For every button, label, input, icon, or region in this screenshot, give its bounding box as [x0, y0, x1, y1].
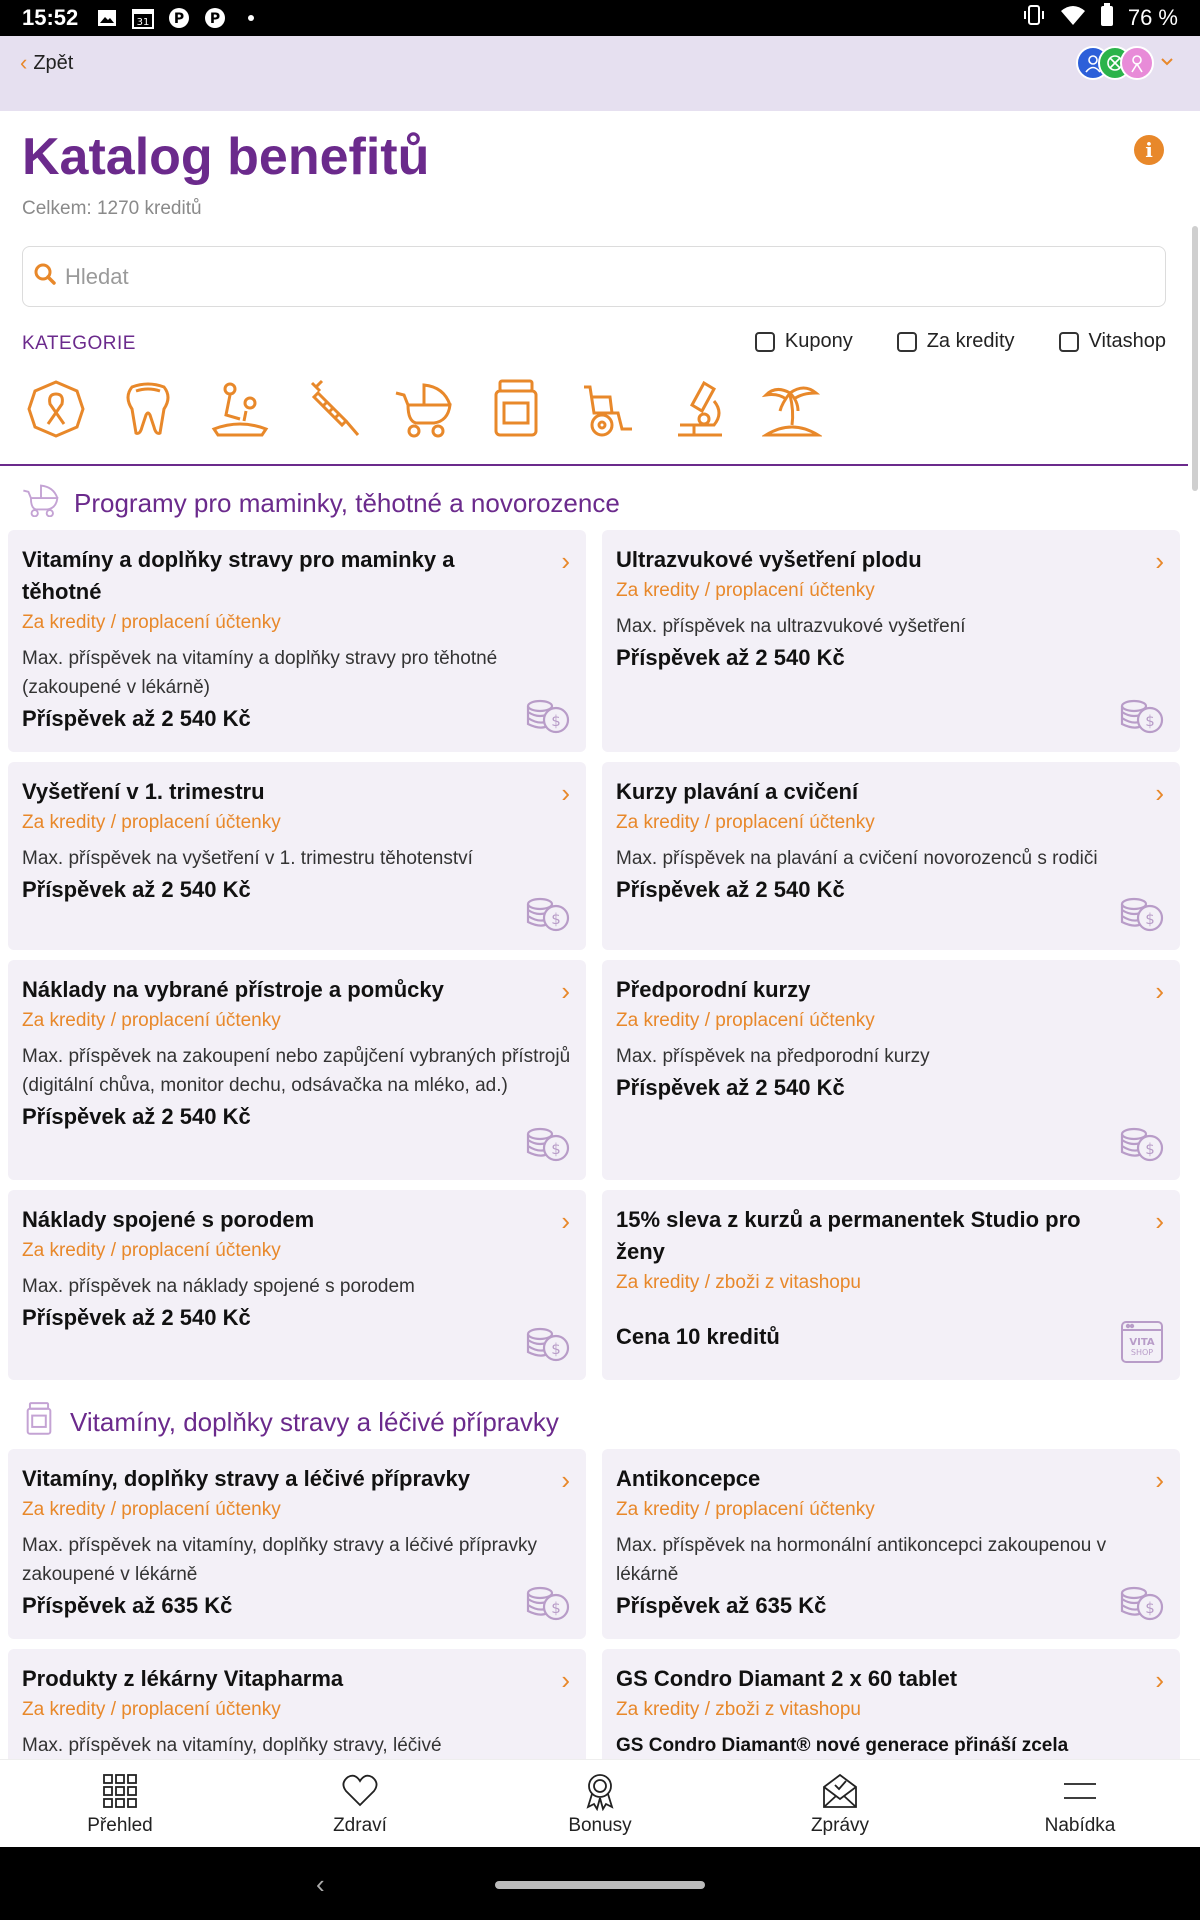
search-icon [33, 262, 57, 291]
card-subtitle: Za kredity / proplacení účtenky [616, 812, 875, 833]
card-description: Max. příspěvek na plavání a cvičení novorozenců s rodiči [616, 848, 1098, 869]
chevron-right-icon: › [561, 546, 570, 576]
card-subtitle: Za kredity / proplacení účtenky [616, 1010, 875, 1031]
card-description: Max. příspěvek na vitamíny a doplňky stravy pro těhotné (zakoupené v lékárně) [22, 648, 498, 698]
checkbox[interactable] [897, 332, 917, 352]
page-title: Katalog benefitů [22, 128, 430, 186]
wheelchair-icon[interactable] [578, 379, 638, 439]
back-button[interactable] [20, 50, 73, 76]
filter-label: Za kredity [926, 330, 1015, 352]
svg-text:$: $ [551, 910, 561, 928]
card-subtitle: Za kredity / zboži z vitashopu [616, 1699, 861, 1720]
card-subtitle: Za kredity / proplacení účtenky [22, 1240, 281, 1261]
card-price: Příspěvek až 2 540 Kč [22, 1104, 251, 1129]
benefit-card[interactable] [8, 762, 586, 950]
card-price: Příspěvek až 2 540 Kč [616, 1075, 845, 1100]
battery-percent: 76 % [1127, 5, 1178, 30]
menu-icon [1060, 1771, 1100, 1811]
profile-switcher[interactable] [1076, 46, 1174, 80]
coins-icon [526, 1585, 570, 1621]
battery-icon [1100, 3, 1114, 33]
card-title: Vitamíny a doplňky stravy pro maminky a těhotné [22, 547, 455, 604]
filter-za-kredity[interactable] [897, 330, 1015, 353]
microscope-icon[interactable] [670, 379, 730, 439]
search-bar [22, 246, 1166, 307]
pill-jar-icon [22, 1401, 56, 1444]
benefit-card[interactable] [8, 1449, 586, 1639]
card-description: Max. příspěvek na zakoupení nebo zapůjčení vybraných přístrojů (digitální chůva, monitor dechu, odsávačka na mléko, ad.) [22, 1046, 571, 1096]
benefit-card[interactable] [8, 960, 586, 1180]
award-icon [580, 1771, 620, 1811]
chevron-right-icon: › [1155, 976, 1164, 1006]
nav-label: Bonusy [568, 1814, 632, 1836]
section-label: Vitamíny, doplňky stravy a léčivé přípravky [70, 1407, 559, 1437]
card-title: Vyšetření v 1. trimestru [22, 779, 265, 804]
system-back-icon[interactable]: ‹ [316, 1869, 325, 1899]
filter-label: Kupony [784, 330, 853, 352]
coins-icon [526, 1326, 570, 1362]
section-title-vitaminy [22, 1401, 559, 1444]
heart-icon [340, 1771, 380, 1811]
status-bar [0, 0, 1200, 36]
section-title-maminky [22, 483, 620, 524]
chevron-right-icon: › [561, 1665, 570, 1695]
card-price: Příspěvek až 2 540 Kč [22, 1305, 251, 1330]
card-price: Příspěvek až 2 540 Kč [616, 645, 845, 670]
svg-text:$: $ [1145, 712, 1155, 730]
status-time: 15:52 [22, 5, 79, 30]
benefit-card[interactable] [602, 1649, 1180, 1759]
card-description: GS Condro Diamant® nové generace přináší zcela [616, 1735, 1069, 1756]
checkbox[interactable] [755, 332, 775, 352]
nav-label: Nabídka [1044, 1814, 1116, 1836]
ribbon-icon[interactable] [26, 379, 86, 439]
pinterest-icon [204, 7, 226, 29]
scrollbar[interactable] [1192, 226, 1198, 491]
card-description: Max. příspěvek na hormonální antikoncepci zakoupenou v lékárně [616, 1535, 1107, 1585]
coins-icon [526, 698, 570, 734]
coins-icon [1120, 1126, 1164, 1162]
system-navigation [0, 1847, 1200, 1920]
vitashop-badge-line2: SHOP [1130, 1348, 1154, 1357]
app-header [0, 36, 1200, 111]
nav-prehled[interactable] [0, 1760, 240, 1847]
calendar-icon [132, 7, 154, 29]
coins-icon [526, 896, 570, 932]
stroller-icon [22, 483, 60, 524]
benefit-card[interactable] [602, 1190, 1180, 1380]
benefit-card[interactable] [8, 1190, 586, 1380]
card-description: Max. příspěvek na předporodní kurzy [616, 1046, 930, 1067]
coins-icon [526, 1126, 570, 1162]
chevron-right-icon: › [561, 778, 570, 808]
avatar [1120, 46, 1154, 80]
search-input[interactable] [65, 264, 1065, 290]
nav-zdravi[interactable] [240, 1760, 480, 1847]
svg-text:$: $ [551, 1340, 561, 1358]
svg-text:$: $ [1145, 910, 1155, 928]
palm-island-icon[interactable] [762, 379, 822, 439]
card-description: Max. příspěvek na vyšetření v 1. trimestru těhotenství [22, 848, 473, 869]
syringe-icon[interactable] [302, 379, 362, 439]
coins-icon [1120, 698, 1164, 734]
wifi-icon [1060, 4, 1086, 32]
nav-label: Zdraví [333, 1814, 387, 1836]
nav-bonusy[interactable] [480, 1760, 720, 1847]
chevron-right-icon: › [1155, 1206, 1164, 1236]
card-price: Příspěvek až 2 540 Kč [616, 877, 845, 902]
card-subtitle: Za kredity / proplacení účtenky [22, 1010, 281, 1031]
benefit-card[interactable] [602, 1449, 1180, 1639]
card-title: Kurzy plavání a cvičení [616, 779, 859, 804]
chevron-right-icon: › [1155, 778, 1164, 808]
vitashop-icon [1120, 1320, 1164, 1364]
image-icon [96, 7, 118, 29]
nav-zpravy[interactable] [720, 1760, 960, 1847]
benefit-card[interactable] [602, 530, 1180, 752]
chevron-right-icon: › [561, 1206, 570, 1236]
card-title: GS Condro Diamant 2 x 60 tablet [616, 1666, 958, 1691]
filter-label: Vitashop [1088, 330, 1166, 352]
card-description: Max. příspěvek na ultrazvukové vyšetření [616, 616, 966, 637]
calendar-day: 31 [136, 17, 150, 28]
spa-icon[interactable] [210, 379, 270, 439]
back-label: Zpět [33, 51, 74, 74]
card-title: Vitamíny, doplňky stravy a léčivé přípravky [22, 1466, 470, 1491]
card-title: 15% sleva z kurzů a permanentek Studio pro ženy [616, 1207, 1081, 1264]
checkbox[interactable] [1059, 332, 1079, 352]
svg-text:P: P [174, 11, 185, 27]
pinterest-icon [168, 7, 190, 29]
card-subtitle: Za kredity / proplacení účtenky [22, 612, 281, 633]
svg-text:$: $ [1145, 1599, 1155, 1617]
card-subtitle: Za kredity / proplacení účtenky [616, 1499, 875, 1520]
chevron-right-icon: › [561, 1465, 570, 1495]
home-pill[interactable] [495, 1881, 705, 1889]
benefit-card[interactable] [602, 960, 1180, 1180]
chevron-right-icon: › [561, 976, 570, 1006]
benefit-card[interactable] [8, 1649, 586, 1759]
divider [0, 464, 1188, 466]
categories-label: KATEGORIE [22, 333, 136, 354]
benefit-card[interactable] [8, 530, 586, 752]
card-title: Ultrazvukové vyšetření plodu [616, 547, 922, 572]
coins-icon [1120, 1585, 1164, 1621]
card-title: Náklady na vybrané přístroje a pomůcky [22, 977, 444, 1002]
svg-text:P: P [210, 11, 221, 27]
svg-text:$: $ [551, 712, 561, 730]
card-price: Příspěvek až 635 Kč [22, 1593, 233, 1618]
stroller-icon[interactable] [394, 379, 454, 439]
mail-icon [820, 1771, 860, 1811]
chevron-down-icon [1160, 54, 1174, 72]
card-description: Max. příspěvek na vitamíny, doplňky stravy a léčivé přípravky zakoupené v lékárně [22, 1535, 537, 1585]
card-subtitle: Za kredity / proplacení účtenky [22, 1699, 281, 1720]
bottom-navigation [0, 1759, 1200, 1847]
card-price: Příspěvek až 2 540 Kč [22, 706, 251, 731]
card-subtitle: Za kredity / proplacení účtenky [22, 1499, 281, 1520]
pill-jar-icon[interactable] [486, 379, 546, 439]
dot-icon [240, 7, 262, 29]
category-icons [26, 379, 822, 439]
chevron-right-icon: › [1155, 1665, 1164, 1695]
card-subtitle: Za kredity / zboži z vitashopu [616, 1272, 861, 1293]
card-price: Příspěvek až 635 Kč [616, 1593, 827, 1618]
card-subtitle: Za kredity / proplacení účtenky [616, 580, 875, 601]
card-title: Náklady spojené s porodem [22, 1207, 315, 1232]
benefit-card[interactable] [602, 762, 1180, 950]
chevron-right-icon: › [1155, 1465, 1164, 1495]
card-title: Předporodní kurzy [616, 977, 811, 1002]
coins-icon [1120, 896, 1164, 932]
card-description: Max. příspěvek na náklady spojené s porodem [22, 1276, 415, 1297]
nav-label: Zprávy [810, 1814, 870, 1836]
svg-text:$: $ [551, 1140, 561, 1158]
card-price: Příspěvek až 2 540 Kč [22, 877, 251, 902]
grid-icon [100, 1771, 140, 1811]
main-content [0, 111, 1200, 1759]
chevron-left-icon: ‹ [20, 50, 28, 75]
vitashop-badge-line1: VITA [1129, 1337, 1155, 1348]
nav-nabidka[interactable] [960, 1760, 1200, 1847]
card-subtitle: Za kredity / proplacení účtenky [22, 812, 281, 833]
card-description: Max. příspěvek na vitamíny, doplňky stravy, léčivé [22, 1735, 442, 1756]
filters [755, 330, 1166, 353]
card-price: Cena 10 kreditů [616, 1324, 780, 1349]
card-title: Antikoncepce [616, 1466, 761, 1491]
vibrate-icon [1022, 4, 1046, 32]
card-title: Produkty z lékárny Vitapharma [22, 1666, 344, 1691]
svg-text:$: $ [1145, 1140, 1155, 1158]
section-label: Programy pro maminky, těhotné a novorozence [74, 488, 620, 518]
tooth-icon[interactable] [118, 379, 178, 439]
filter-kupony[interactable] [755, 330, 853, 353]
filter-vitashop[interactable] [1059, 330, 1166, 353]
nav-label: Přehled [87, 1814, 153, 1836]
credits-total: Celkem: 1270 kreditů [22, 198, 202, 219]
svg-text:$: $ [551, 1599, 561, 1617]
chevron-right-icon: › [1155, 546, 1164, 576]
info-icon[interactable]: i [1134, 135, 1164, 165]
